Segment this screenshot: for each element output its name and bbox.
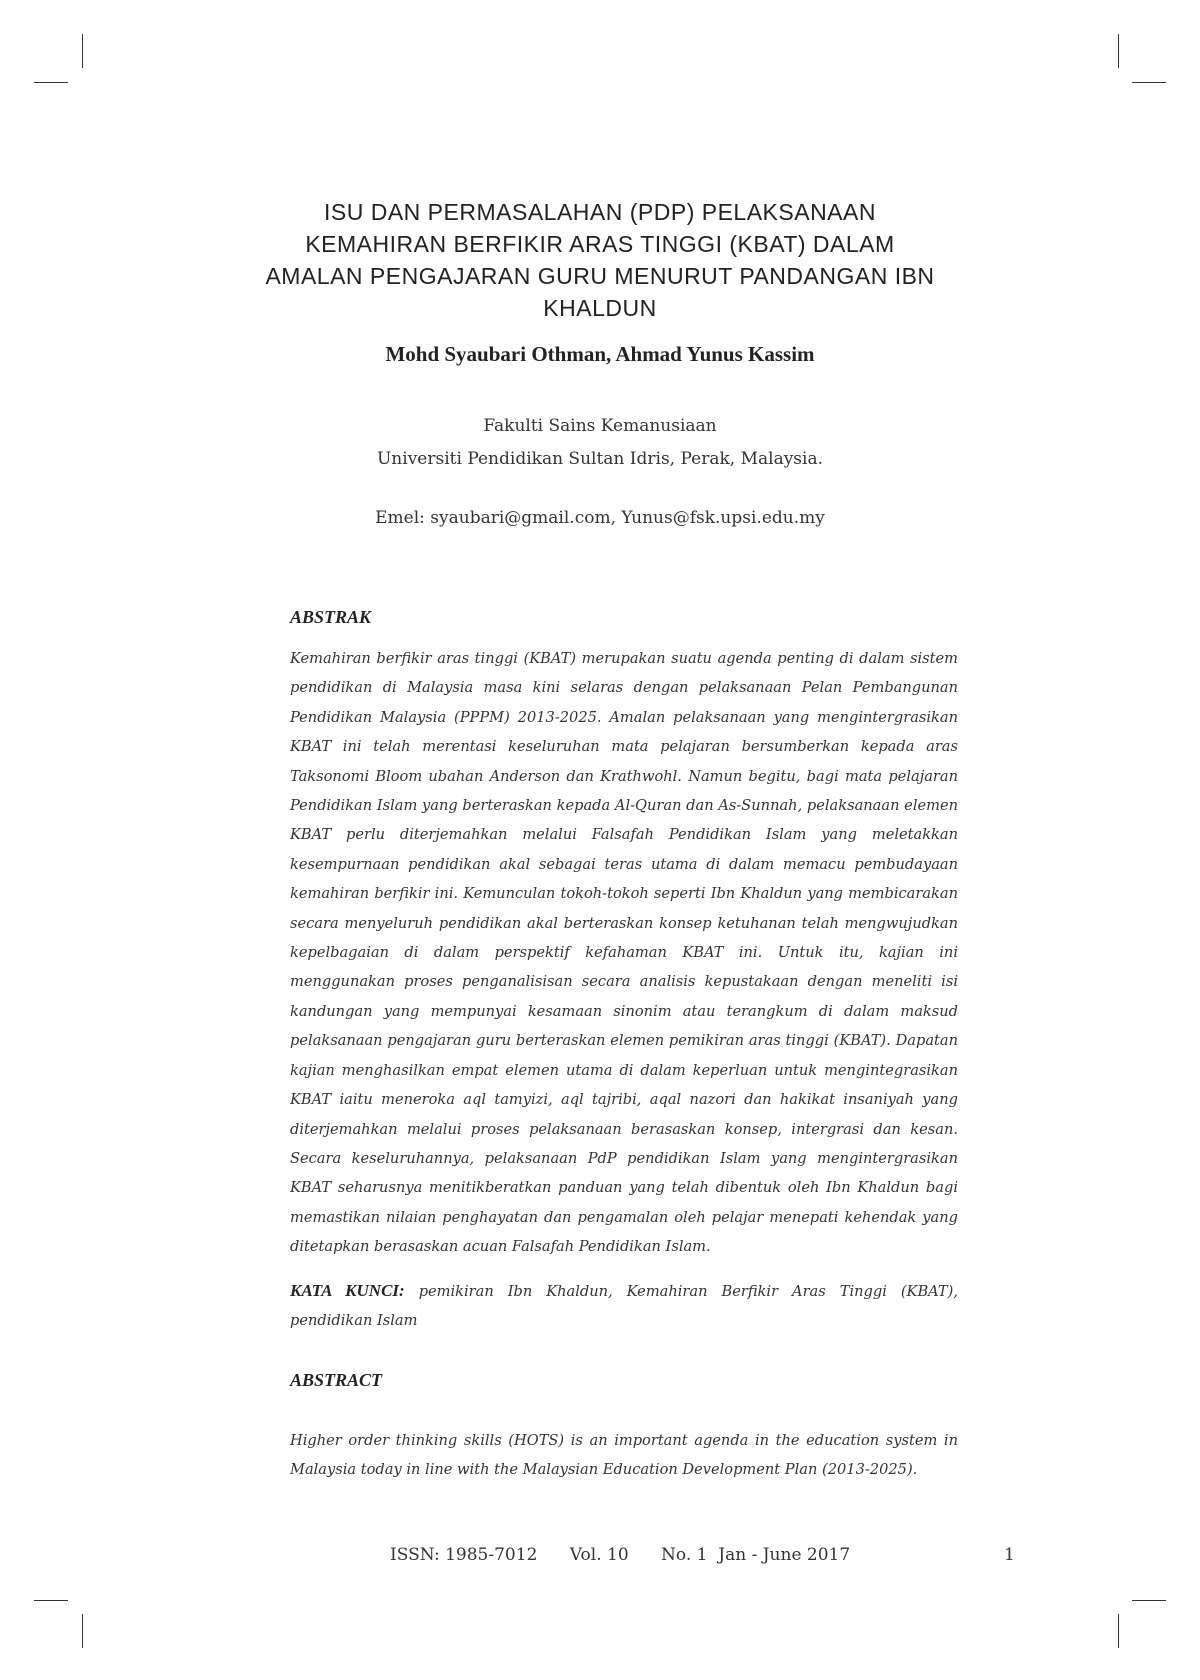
crop-mark-top-left-h <box>34 82 68 83</box>
keywords-text: pemikiran Ibn Khaldun, Kemahiran Berfikir Aras Tinggi (KBAT), pendidikan Islam <box>290 1283 958 1330</box>
crop-mark-bottom-right-h <box>1132 1600 1166 1601</box>
abstrak-heading: ABSTRAK <box>290 607 372 627</box>
crop-mark-bottom-left-v <box>82 1614 83 1648</box>
paper-title <box>200 196 1000 324</box>
crop-mark-bottom-right-v <box>1118 1614 1119 1648</box>
affiliation <box>200 410 1000 476</box>
keywords <box>290 1276 958 1336</box>
journal-info: ISSN: 1985-7012 Vol. 10 No. 1 Jan - June 2017 <box>390 1545 851 1565</box>
abstract-heading: ABSTRACT <box>290 1370 383 1390</box>
abstrak-text: Kemahiran berfikir aras tinggi (KBAT) merupakan suatu agenda penting di dalam sistem pendidikan di Malaysia masa kini selaras dengan pelaksanaan Pelan Pembangunan Pendidikan Malaysia (PPPM) 2013-2025. Amalan pelaksanaan yang mengintergrasikan KBAT ini telah merentasi keseluruhan mata pelajaran bersumberkan kepada aras Taksonomi Bloom ubahan Anderson dan Krathwohl. Namun begitu, bagi mata pelajaran Pendidikan Islam yang berteraskan kepada Al-Quran dan As-Sunnah, pelaksanaan elemen KBAT perlu diterjemahkan melalui Falsafah Pendidikan Islam yang meletakkan kesempurnaan pendidikan akal sebagai teras utama di dalam memacu pembudayaan kemahiran berfikir ini. Kemunculan tokoh-tokoh seperti Ibn Khaldun yang membicarakan secara menyeluruh pendidikan akal berteraskan konsep ketuhanan telah mengwujudkan kepelbagaian di dalam perspektif kefahaman KBAT ini. Untuk itu, kajian ini menggunakan proses penganalisisan secara analisis kepustakaan dengan meneliti isi kandungan yang mempunyai kesamaan sinonim atau terangkum di dalam maksud pelaksanaan pengajaran guru berteraskan elemen pemikiran aras tinggi (KBAT). Dapatan kajian menghasilkan empat elemen utama di dalam keperluan untuk mengintegrasikan KBAT iaitu meneroka aql tamyizi, aql tajribi, aqal nazori dan hakikat insaniyah yang diterjemahkan melalui proses pelaksanaan berasaskan konsep, intergrasi dan kesan. Secara keseluruhannya, pelaksanaan PdP pendidikan Islam yang mengintergrasikan KBAT seharusnya menitikberatkan panduan yang telah dibentuk oleh Ibn Khaldun bagi memastikan nilaian penghayatan dan pengamalan oleh pelajar menepati kehendak yang ditetapkan berasaskan acuan Falsafah Pendidikan Islam. <box>290 650 958 1256</box>
author-email: Emel: syaubari@gmail.com, Yunus@fsk.upsi.edu.my <box>375 508 825 528</box>
title-line-1: ISU DAN PERMASALAHAN (PDP) PELAKSANAAN <box>324 199 876 225</box>
page-number: 1 <box>1004 1545 1015 1565</box>
keywords-label: KATA KUNCI: <box>290 1281 405 1300</box>
title-line-3: AMALAN PENGAJARAN GURU MENURUT PANDANGAN IBN <box>265 263 935 289</box>
affiliation-university: Universiti Pendidikan Sultan Idris, Perak, Malaysia. <box>376 449 824 469</box>
abstract-text: Higher order thinking skills (HOTS) is an important agenda in the education system in Malaysia today in line with the Malaysian Education Development Plan (2013-2025). <box>290 1432 958 1479</box>
title-line-4: KHALDUN <box>543 295 657 321</box>
authors: Mohd Syaubari Othman, Ahmad Yunus Kassim <box>385 342 815 366</box>
crop-mark-top-right-v <box>1118 34 1119 68</box>
crop-mark-bottom-left-h <box>34 1600 68 1601</box>
crop-mark-top-right-h <box>1132 82 1166 83</box>
title-line-2: KEMAHIRAN BERFIKIR ARAS TINGGI (KBAT) DALAM <box>305 231 895 257</box>
crop-mark-top-left-v <box>82 34 83 68</box>
affiliation-faculty: Fakulti Sains Kemanusiaan <box>483 416 717 436</box>
